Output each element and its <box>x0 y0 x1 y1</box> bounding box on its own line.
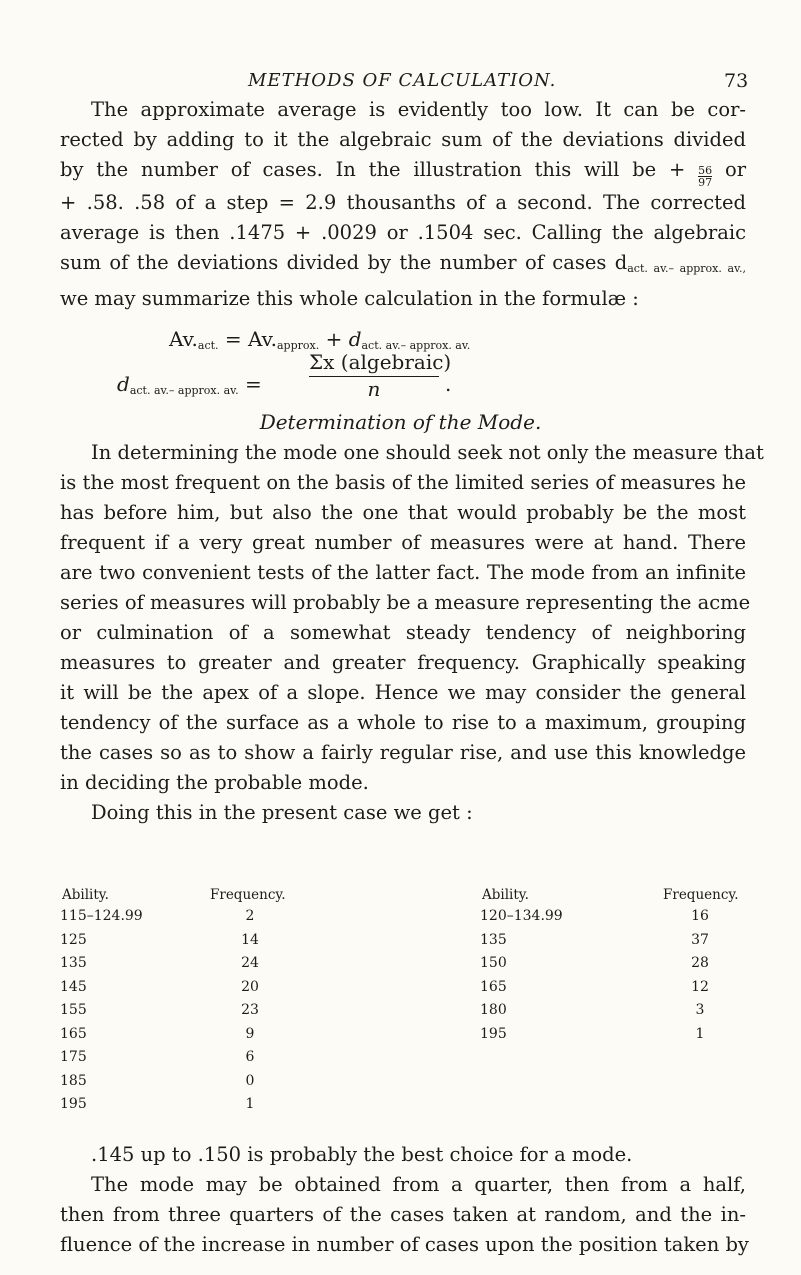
text-line: it will be the apex of a slope. Hence we may consider the general <box>60 681 746 704</box>
text-line: then from three quarters of the cases taken at random, and the in- <box>60 1203 746 1226</box>
paragraph-mode <box>60 438 764 828</box>
fraction: $\frac{56}{97}$ <box>698 164 713 189</box>
table-cell-ability: 125 <box>60 931 87 948</box>
table-cell-frequency: 0 <box>245 1072 255 1089</box>
paragraph-correction <box>60 95 746 314</box>
table-cell-frequency: 2 <box>245 908 255 924</box>
text-line: The mode may be obtained from a quarter, then from a half, <box>91 1173 746 1196</box>
table-cell-ability: 195 <box>480 1025 507 1042</box>
table-cell-ability: 180 <box>480 1002 507 1018</box>
table-cell-ability: 165 <box>480 978 507 995</box>
text-line: tendency of the surface as a whole to rise to a maximum, grouping <box>60 711 746 734</box>
table-cell-ability: 115–124.99 <box>60 908 143 924</box>
table-cell-ability: 165 <box>60 1025 87 1042</box>
table-cell-frequency: 24 <box>241 955 259 971</box>
table-cell-frequency: 28 <box>691 955 709 971</box>
text-line: rected by adding to it the algebraic sum of the deviations divided <box>60 128 746 151</box>
text-line: frequent if a very great number of measures were at hand. There <box>60 531 746 554</box>
text-line: has before him, but also the one that would probably be the most <box>60 501 746 524</box>
table-cell-frequency: 3 <box>695 1002 705 1018</box>
table-cell-frequency: 9 <box>245 1025 255 1042</box>
table-cell-frequency: 37 <box>691 931 709 948</box>
book-page: METHODS OF CALCULATION. 73 The approximate average is evidently too low. It can be cor- rected by adding to it the algebraic sum of the deviations divided by the number of cases. In the illustration this will be + $\frac{56}{97}$ or + .58. .58 of a step = 2.9 thousanths of a second. The corrected average is then .1475 + .0029 or .1504 sec. Calling the algebraic sum of the deviations divided by the number of cases $d_{act. av.- approx. av.,}$ we may summarize this whole calculation in the formulæ : $Av._{act.} = Av._{approx.} + d_{act. av.- approx. av.}$ $d_{act. av.- approx. av.}$ = Σx (algebraic) n . Determination of the Mode. In determining the mode one should seek not only the measure that is the most frequent on the basis of the limited series of measures he has before him, but also the one that would probably be the most frequent if a very great number of measures were at hand. There are two convenient tests of the latter fact. The mode from an infinite series of measures will probably be a measure representing the acme or culmination of a somewhat steady tendency of neighboring measures to greater and greater frequency. Graphically speaking it will be the apex of a slope. Hence we may consider the general tendency of the surface as a whole to rise to a maximum, grouping the cases so as to show a fairly regular rise, and use this knowledge in deciding the probable mode. Doing this in the present case we get : Ability. Frequency. Ability. Frequency. 115–124.99 2 125 14 135 24 145 20 155 23 165 9 175 6 185 0 195 1 120–134.99 16 135 37 150 28 165 12 180 3 195 1 .145 up to .150 is probably the best choice for a mode. The mode may be obtained from a quarter, then from a half, then from three quarters of the cases taken at random, and the in- fluence of the increase in number of cases upon the position taken by <box>0 0 801 1275</box>
table-cell-ability: 150 <box>480 955 507 971</box>
table-header: Frequency. <box>210 887 286 903</box>
running-title: METHODS OF CALCULATION. <box>248 70 557 91</box>
text-line: sum of the deviations divided by the number of cases $d_{act. av.- approx. av.,}$ <box>60 251 746 275</box>
table-cell-ability: 135 <box>60 955 87 971</box>
text-line: fluence of the increase in number of cases upon the position taken by <box>60 1233 749 1256</box>
table-cell-frequency: 1 <box>245 1096 255 1112</box>
table-header: Ability. <box>482 887 529 903</box>
text-line: Doing this in the present case we get : <box>91 801 473 824</box>
text-line: The approximate average is evidently too low. It can be cor- <box>91 98 746 121</box>
table-cell-ability: 155 <box>60 1002 87 1018</box>
text-line: measures to greater and greater frequency. Graphically speaking <box>60 651 746 674</box>
text-line: average is then .1475 + .0029 or .1504 sec. Calling the algebraic <box>60 221 746 244</box>
text-line: + .58. .58 of a step = 2.9 thousanths of a second. The corrected <box>60 191 746 214</box>
text-line: In determining the mode one should seek not only the measure that <box>91 441 764 464</box>
table-cell-ability: 195 <box>60 1096 87 1112</box>
table-cell-ability: 145 <box>60 978 87 995</box>
page-number: 73 <box>724 70 749 92</box>
text-line: in deciding the probable mode. <box>60 771 369 794</box>
table-cell-frequency: 14 <box>241 931 259 948</box>
formula-average: $Av._{act.} = Av._{approx.} + d_{act. av.- approx. av.}$ <box>169 327 471 352</box>
text-line: are two convenient tests of the latter fact. The mode from an infinite <box>60 561 746 584</box>
table-cell-ability: 175 <box>60 1049 87 1065</box>
table-cell-ability: 135 <box>480 931 507 948</box>
text-line: series of measures will probably be a measure representing the acme <box>60 591 751 614</box>
table-cell-frequency: 6 <box>245 1049 255 1065</box>
paragraph-conclusion <box>60 1140 749 1260</box>
section-heading: Determination of the Mode. <box>259 410 542 434</box>
table-cell-frequency: 1 <box>695 1025 705 1042</box>
text-line: we may summarize this whole calculation in the formulæ : <box>60 287 639 310</box>
text-line: or culmination of a somewhat steady tendency of neighboring <box>60 621 746 644</box>
table-cell-frequency: 20 <box>241 978 259 995</box>
text-line: the cases so as to show a fairly regular rise, and use this knowledge <box>60 741 746 764</box>
table-header: Ability. <box>62 887 109 903</box>
table-cell-ability: 185 <box>60 1072 87 1089</box>
table-cell-frequency: 16 <box>691 908 709 924</box>
text-line: is the most frequent on the basis of the limited series of measures he <box>60 471 746 494</box>
text-line: .145 up to .150 is probably the best choice for a mode. <box>91 1143 633 1166</box>
table-cell-frequency: 12 <box>691 978 709 995</box>
text-line: by the number of cases. In the illustration this will be + $\frac{56}{97}$ or <box>60 158 747 189</box>
table-cell-ability: 120–134.99 <box>480 908 563 924</box>
table-header: Frequency. <box>663 887 739 903</box>
formula-fraction: Σx (algebraic) n <box>309 350 452 401</box>
table-cell-frequency: 23 <box>241 1002 259 1018</box>
